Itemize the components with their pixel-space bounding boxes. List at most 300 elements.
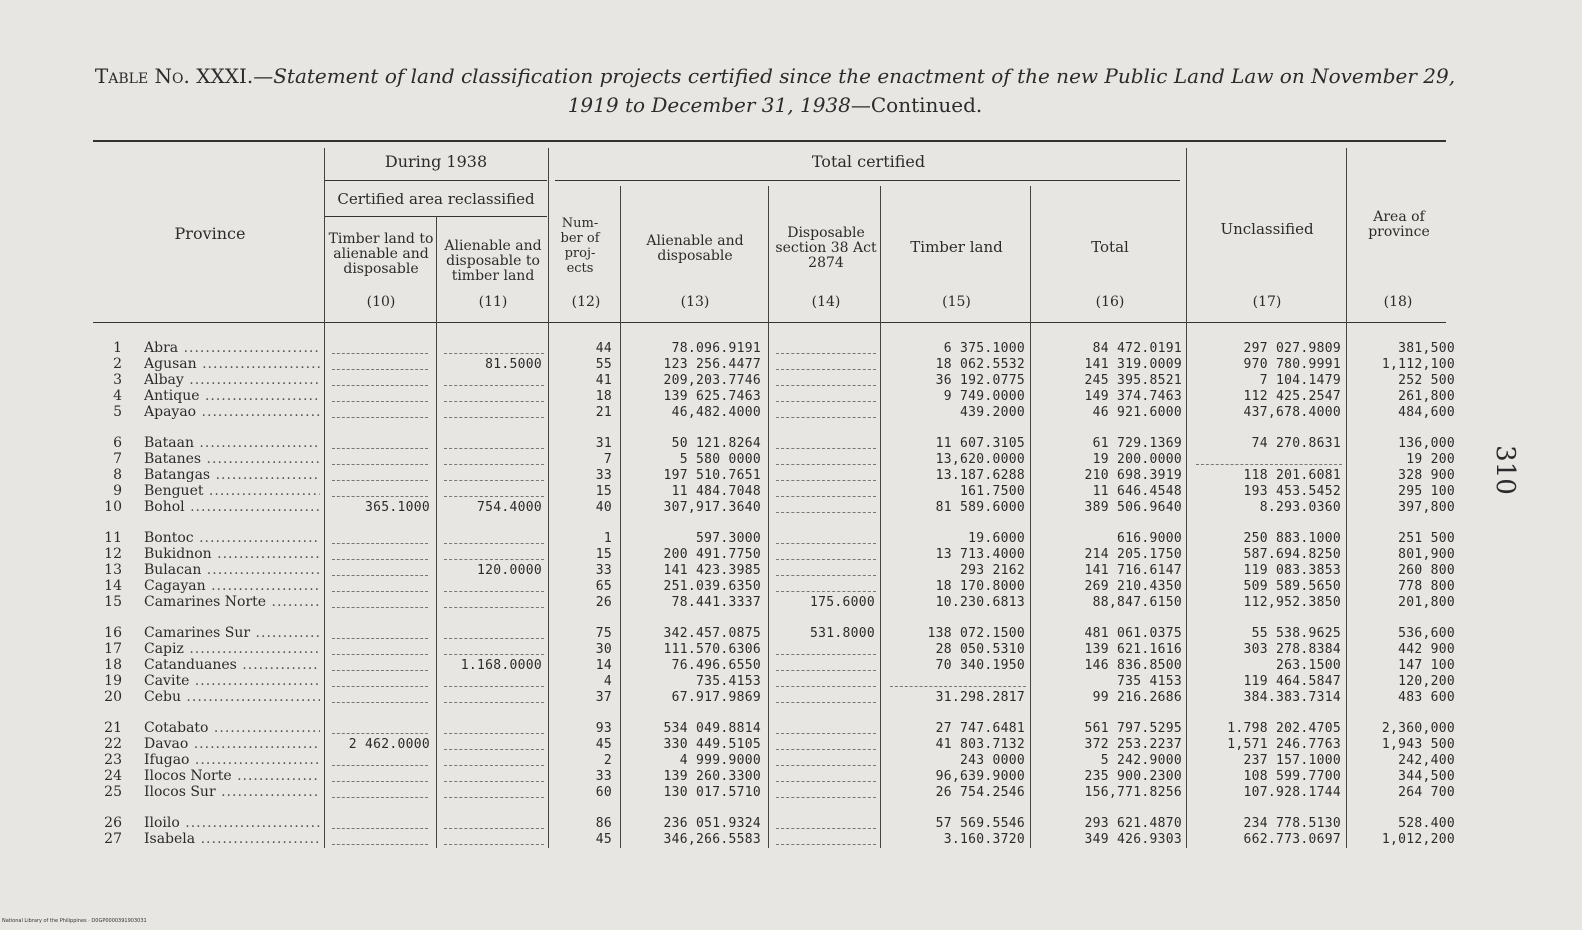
colno-17: (17) <box>1252 294 1282 310</box>
province-name: Bontoc ..... <box>144 531 320 547</box>
province-name: Bohol ..... <box>144 500 320 516</box>
empty-cell-leader <box>444 559 544 560</box>
cell-c16: 156,771.8256 <box>1084 785 1182 800</box>
empty-cell-leader <box>332 765 428 766</box>
table-row <box>0 626 1500 642</box>
empty-cell-leader <box>444 749 544 750</box>
cell-c18: 484,600 <box>1398 405 1455 420</box>
cell-c13: 236 051.9324 <box>663 816 761 831</box>
cell-c12: 44 <box>595 341 612 356</box>
cell-c12: 86 <box>595 816 612 831</box>
cell-c17: 1,571 246.7763 <box>1227 737 1341 752</box>
cell-c12: 7 <box>603 452 612 467</box>
empty-cell-leader <box>332 401 428 402</box>
cell-c13: 46,482.4000 <box>671 405 761 420</box>
cell-c15: 19.6000 <box>968 531 1025 546</box>
cell-c18: 536,600 <box>1398 626 1455 641</box>
empty-cell-leader <box>776 781 876 782</box>
cell-c15: 13 713.4000 <box>935 547 1025 562</box>
cell-c18: 1,012,200 <box>1381 832 1455 847</box>
row-number: 27 <box>104 831 122 847</box>
empty-cell-leader <box>776 686 876 687</box>
cell-c17: 970 780.9991 <box>1243 357 1341 372</box>
empty-cell-leader <box>332 844 428 845</box>
table-row <box>0 674 1500 690</box>
header-total-certified: Total certified <box>811 152 926 171</box>
cell-c18: 120,200 <box>1398 674 1455 689</box>
cell-c18: 201,800 <box>1398 595 1455 610</box>
cell-c16: 88,847.6150 <box>1092 595 1182 610</box>
province-name: Apayao ..... <box>144 405 320 421</box>
empty-cell-leader <box>776 670 876 671</box>
cell-c15: 11 607.3105 <box>935 436 1025 451</box>
colno-15: (15) <box>942 294 971 310</box>
header-province: Province <box>174 224 246 243</box>
empty-cell-leader <box>332 797 428 798</box>
province-name: Batanes ..... <box>144 452 320 468</box>
cell-c18: 261,800 <box>1398 389 1455 404</box>
cell-c18: 328 900 <box>1398 468 1455 483</box>
cell-c16: 372 253.2237 <box>1084 737 1182 752</box>
cell-c16: 349 426.9303 <box>1084 832 1182 847</box>
province-name: Cebu ..... <box>144 690 320 706</box>
empty-cell-leader <box>332 781 428 782</box>
empty-cell-leader <box>332 733 428 734</box>
cell-c15: 18 062.5532 <box>935 357 1025 372</box>
cell-c16: 46 921.6000 <box>1092 405 1182 420</box>
table-row <box>0 769 1500 785</box>
cell-c13: 346,266.5583 <box>663 832 761 847</box>
province-name: Capiz ..... <box>144 642 320 658</box>
row-number: 16 <box>104 625 122 641</box>
row-number: 22 <box>104 736 122 752</box>
province-name: Ifugao ..... <box>144 753 320 769</box>
row-number: 7 <box>113 451 122 467</box>
cell-c12: 65 <box>595 579 612 594</box>
table-row <box>0 563 1500 579</box>
empty-cell-leader <box>776 575 876 576</box>
cell-c17: 297 027.9809 <box>1243 341 1341 356</box>
empty-cell-leader <box>776 765 876 766</box>
cell-c11: 120.0000 <box>476 563 542 578</box>
cell-c17: 193 453.5452 <box>1243 484 1341 499</box>
cell-c15: 81 589.6000 <box>935 500 1025 515</box>
row-number: 17 <box>104 641 122 657</box>
province-name: Agusan ..... <box>144 357 320 373</box>
cell-c16: 481 061.0375 <box>1084 626 1182 641</box>
empty-cell-leader <box>444 543 544 544</box>
cell-c17: 118 201.6081 <box>1243 468 1341 483</box>
empty-cell-leader <box>332 353 428 354</box>
empty-cell-leader <box>444 781 544 782</box>
cell-c12: 37 <box>595 690 612 705</box>
empty-cell-leader <box>332 385 428 386</box>
header-bottom-rule <box>93 322 1446 323</box>
cell-c12: 15 <box>595 547 612 562</box>
cell-c15: 9 749.0000 <box>943 389 1025 404</box>
cell-c15: 41 803.7132 <box>935 737 1025 752</box>
table-row <box>0 500 1500 516</box>
cell-c17: 263.1500 <box>1275 658 1341 673</box>
cell-c17: 303 278.8384 <box>1243 642 1341 657</box>
cell-c13: 139 260.3300 <box>663 769 761 784</box>
empty-cell-leader <box>332 670 428 671</box>
cell-c12: 33 <box>595 468 612 483</box>
empty-cell-leader <box>332 591 428 592</box>
cell-c12: 41 <box>595 373 612 388</box>
table-row <box>0 468 1500 484</box>
row-number: 20 <box>104 689 122 705</box>
table-row <box>0 832 1500 848</box>
row-number: 2 <box>113 356 122 372</box>
cell-c11: 754.4000 <box>476 500 542 515</box>
province-name: Isabela ..... <box>144 832 320 848</box>
cell-c16: 11 646.4548 <box>1092 484 1182 499</box>
cell-c13: 735.4153 <box>695 674 761 689</box>
empty-cell-leader <box>444 385 544 386</box>
cell-c13: 50 121.8264 <box>671 436 761 451</box>
header-col11: Alienable and disposable to timber land <box>444 238 542 284</box>
table-title <box>90 62 1460 120</box>
cell-c12: 30 <box>595 642 612 657</box>
row-number: 4 <box>113 388 122 404</box>
header-certified-reclassified: Certified area reclassified <box>337 190 535 208</box>
province-name: Cagayan ..... <box>144 579 320 595</box>
province-name: Bataan ..... <box>144 436 320 452</box>
cell-c13: 139 625.7463 <box>663 389 761 404</box>
cell-c17: 107.928.1744 <box>1243 785 1341 800</box>
empty-cell-leader <box>444 638 544 639</box>
table-row <box>0 579 1500 595</box>
row-number: 14 <box>104 578 122 594</box>
table-row <box>0 642 1500 658</box>
cell-c17: 112 425.2547 <box>1243 389 1341 404</box>
cell-c12: 1 <box>603 531 612 546</box>
colno-13: (13) <box>680 294 710 310</box>
cell-c12: 55 <box>595 357 612 372</box>
empty-cell-leader <box>444 448 544 449</box>
cell-c13: 130 017.5710 <box>663 785 761 800</box>
table-row <box>0 341 1500 357</box>
cell-c18: 528.400 <box>1398 816 1455 831</box>
empty-cell-leader <box>776 702 876 703</box>
cell-c16: 139 621.1616 <box>1084 642 1182 657</box>
cell-c16: 293 621.4870 <box>1084 816 1182 831</box>
cell-c15: 243 0000 <box>959 753 1025 768</box>
cell-c15: 10.230.6813 <box>935 595 1025 610</box>
row-number: 8 <box>113 467 122 483</box>
cell-c13: 78.441.3337 <box>671 595 761 610</box>
empty-cell-leader <box>776 353 876 354</box>
cell-c13: 209,203.7746 <box>663 373 761 388</box>
cell-c11: 1.168.0000 <box>460 658 542 673</box>
province-name: Albay ..... <box>144 373 320 389</box>
province-name: Cavite ..... <box>144 674 320 690</box>
cell-c13: 342.457.0875 <box>663 626 761 641</box>
table-row <box>0 737 1500 753</box>
colno-16: (16) <box>1095 294 1125 310</box>
table-row <box>0 785 1500 801</box>
table-row <box>0 753 1500 769</box>
empty-cell-leader <box>444 417 544 418</box>
cell-c18: 381,500 <box>1398 341 1455 356</box>
colno-14: (14) <box>811 294 841 310</box>
cell-c16: 269 210.4350 <box>1084 579 1182 594</box>
province-name: Camarines Sur ..... <box>144 626 320 642</box>
cell-c17: 119 464.5847 <box>1243 674 1341 689</box>
cell-c15: 18 170.8000 <box>935 579 1025 594</box>
row-number: 1 <box>113 340 122 356</box>
header-during-1938: During 1938 <box>384 152 488 171</box>
cell-c10: 365.1000 <box>364 500 430 515</box>
cell-c18: 397,800 <box>1398 500 1455 515</box>
cell-c13: 141 423.3985 <box>663 563 761 578</box>
empty-cell-leader <box>776 654 876 655</box>
cell-c15: 26 754.2546 <box>935 785 1025 800</box>
row-number: 21 <box>104 720 122 736</box>
cell-c12: 26 <box>595 595 612 610</box>
empty-cell-leader <box>776 480 876 481</box>
cell-c16: 5 242.9000 <box>1100 753 1182 768</box>
cell-c17: 662.773.0697 <box>1243 832 1341 847</box>
province-name: Ilocos Norte ..... <box>144 769 320 785</box>
table-row <box>0 595 1500 611</box>
cell-c16: 149 374.7463 <box>1084 389 1182 404</box>
cell-c17: 237 157.1000 <box>1243 753 1341 768</box>
cell-c12: 15 <box>595 484 612 499</box>
cell-c16: 141 716.6147 <box>1084 563 1182 578</box>
row-number: 15 <box>104 594 122 610</box>
cell-c18: 1,943 500 <box>1381 737 1455 752</box>
cell-c18: 264 700 <box>1398 785 1455 800</box>
total-certified-rule <box>555 180 1180 181</box>
province-name: Bukidnon ..... <box>144 547 320 563</box>
cell-c18: 251 500 <box>1398 531 1455 546</box>
row-number: 3 <box>113 372 122 388</box>
cell-c15: 36 192.0775 <box>935 373 1025 388</box>
cell-c15: 96,639.9000 <box>935 769 1025 784</box>
cell-c16: 214 205.1750 <box>1084 547 1182 562</box>
cell-c17: 8.293.0360 <box>1259 500 1341 515</box>
row-number: 5 <box>113 404 122 420</box>
cell-c16: 61 729.1369 <box>1092 436 1182 451</box>
empty-cell-leader <box>776 733 876 734</box>
table-row <box>0 547 1500 563</box>
cell-c12: 33 <box>595 563 612 578</box>
cell-c10: 2 462.0000 <box>348 737 430 752</box>
cell-c12: 60 <box>595 785 612 800</box>
cell-c11: 81.5000 <box>485 357 542 372</box>
table-row <box>0 405 1500 421</box>
table-row <box>0 721 1500 737</box>
empty-cell-leader <box>332 638 428 639</box>
cell-c16: 210 698.3919 <box>1084 468 1182 483</box>
cell-c16: 99 216.2686 <box>1092 690 1182 705</box>
cell-c17: 7 104.1479 <box>1259 373 1341 388</box>
table-label: Table No. XXXI. <box>94 64 254 88</box>
province-name: Antique ..... <box>144 389 320 405</box>
cell-c12: 45 <box>595 737 612 752</box>
empty-cell-leader <box>444 607 544 608</box>
empty-cell-leader <box>444 464 544 465</box>
empty-cell-leader <box>444 591 544 592</box>
empty-cell-leader <box>444 844 544 845</box>
cell-c15: 439.2000 <box>959 405 1025 420</box>
empty-cell-leader <box>332 559 428 560</box>
empty-cell-leader <box>776 401 876 402</box>
cell-c17: 119 083.3853 <box>1243 563 1341 578</box>
row-number: 9 <box>113 483 122 499</box>
cell-c13: 78.096.9191 <box>671 341 761 356</box>
cell-c12: 21 <box>595 405 612 420</box>
cell-c17: 108 599.7700 <box>1243 769 1341 784</box>
row-number: 6 <box>113 435 122 451</box>
empty-cell-leader <box>776 543 876 544</box>
header-col16: Total <box>1091 238 1129 256</box>
empty-cell-leader <box>776 844 876 845</box>
empty-cell-leader <box>776 591 876 592</box>
cell-c15: 293 2162 <box>959 563 1025 578</box>
province-name: Batangas ..... <box>144 468 320 484</box>
during-rule <box>325 180 547 181</box>
cell-c15: 6 375.1000 <box>943 341 1025 356</box>
cell-c18: 136,000 <box>1398 436 1455 451</box>
cell-c15: 28 050.5310 <box>935 642 1025 657</box>
cell-c16: 389 506.9640 <box>1084 500 1182 515</box>
cell-c16: 245 395.8521 <box>1084 373 1182 388</box>
cell-c16: 146 836.8500 <box>1084 658 1182 673</box>
cell-c15: 31.298.2817 <box>935 690 1025 705</box>
cell-c13: 111.570.6306 <box>663 642 761 657</box>
cell-c16: 19 200.0000 <box>1092 452 1182 467</box>
cell-c14: 175.6000 <box>809 595 875 610</box>
cell-c12: 4 <box>603 674 612 689</box>
table-row <box>0 690 1500 706</box>
cell-c18: 344,500 <box>1398 769 1455 784</box>
cell-c17: 587.694.8250 <box>1243 547 1341 562</box>
cell-c17: 250 883.1000 <box>1243 531 1341 546</box>
cell-c18: 801,900 <box>1398 547 1455 562</box>
empty-cell-leader <box>332 607 428 608</box>
cell-c16: 616.9000 <box>1116 531 1182 546</box>
empty-cell-leader <box>1196 464 1342 465</box>
row-number: 25 <box>104 784 122 800</box>
cell-c13: 307,917.3640 <box>663 500 761 515</box>
cell-c13: 534 049.8814 <box>663 721 761 736</box>
cell-c15: 3.160.3720 <box>943 832 1025 847</box>
header-col18: Area of province <box>1368 209 1430 240</box>
cell-c18: 242,400 <box>1398 753 1455 768</box>
empty-cell-leader <box>444 702 544 703</box>
colno-11: (11) <box>478 294 508 310</box>
cell-c18: 1,112,100 <box>1381 357 1455 372</box>
cell-c15: 13,620.0000 <box>935 452 1025 467</box>
header-col15: Timber land <box>910 238 1003 256</box>
empty-cell-leader <box>776 385 876 386</box>
row-number: 10 <box>104 499 122 515</box>
row-number: 12 <box>104 546 122 562</box>
table-row <box>0 373 1500 389</box>
table-row <box>0 531 1500 547</box>
province-name: Catanduanes ..... <box>144 658 320 674</box>
cell-c12: 18 <box>595 389 612 404</box>
province-name: Abra ..... <box>144 341 320 357</box>
empty-cell-leader <box>444 686 544 687</box>
cell-c15: 161.7500 <box>959 484 1025 499</box>
cell-c15: 57 569.5546 <box>935 816 1025 831</box>
table-row <box>0 436 1500 452</box>
cell-c16: 84 472.0191 <box>1092 341 1182 356</box>
empty-cell-leader <box>444 480 544 481</box>
empty-cell-leader <box>332 496 428 497</box>
cell-c17: 112,952.3850 <box>1243 595 1341 610</box>
cell-c12: 75 <box>595 626 612 641</box>
cell-c18: 147 100 <box>1398 658 1455 673</box>
cell-c16: 735 4153 <box>1116 674 1182 689</box>
cell-c18: 778 800 <box>1398 579 1455 594</box>
empty-cell-leader <box>776 417 876 418</box>
colno-18: (18) <box>1383 294 1413 310</box>
table-row <box>0 484 1500 500</box>
empty-cell-leader <box>332 543 428 544</box>
cell-c18: 442 900 <box>1398 642 1455 657</box>
cell-c15: 138 072.1500 <box>927 626 1025 641</box>
cell-c14: 531.8000 <box>809 626 875 641</box>
empty-cell-leader <box>776 559 876 560</box>
cell-c18: 483 600 <box>1398 690 1455 705</box>
cell-c18: 260 800 <box>1398 563 1455 578</box>
cell-c13: 251.039.6350 <box>663 579 761 594</box>
header-col10: Timber land to alienable and disposable <box>328 231 434 277</box>
empty-cell-leader <box>444 654 544 655</box>
empty-cell-leader <box>890 686 1026 687</box>
header-col12: Num-ber of proj-ects <box>560 216 600 276</box>
colno-10: (10) <box>366 294 396 310</box>
table-row <box>0 389 1500 405</box>
table-row <box>0 452 1500 468</box>
empty-cell-leader <box>332 575 428 576</box>
cell-c17: 384.383.7314 <box>1243 690 1341 705</box>
cell-c13: 330 449.5105 <box>663 737 761 752</box>
province-name: Davao ..... <box>144 737 320 753</box>
cell-c12: 2 <box>603 753 612 768</box>
province-name: Benguet ..... <box>144 484 320 500</box>
empty-cell-leader <box>444 828 544 829</box>
empty-cell-leader <box>332 828 428 829</box>
cell-c15: 70 340.1950 <box>935 658 1025 673</box>
empty-cell-leader <box>332 686 428 687</box>
cell-c13: 4 999.9000 <box>679 753 761 768</box>
cell-c13: 197 510.7651 <box>663 468 761 483</box>
cell-c16: 561 797.5295 <box>1084 721 1182 736</box>
header-col13: Alienable and disposable <box>646 233 744 264</box>
empty-cell-leader <box>444 797 544 798</box>
cell-c17: 509 589.5650 <box>1243 579 1341 594</box>
empty-cell-leader <box>776 464 876 465</box>
cell-c12: 31 <box>595 436 612 451</box>
cell-c12: 40 <box>595 500 612 515</box>
cell-c15: 13.187.6288 <box>935 468 1025 483</box>
cell-c18: 252 500 <box>1398 373 1455 388</box>
table-description: —Statement of land classification projects certified since the enactment of the new Public Land Law on November 29, 1919 to December 31, 1938 <box>253 64 1456 117</box>
cell-c15: 27 747.6481 <box>935 721 1025 736</box>
cell-c12: 45 <box>595 832 612 847</box>
row-number: 18 <box>104 657 122 673</box>
row-number: 19 <box>104 673 122 689</box>
cell-c12: 14 <box>595 658 612 673</box>
cell-c13: 123 256.4477 <box>663 357 761 372</box>
row-number: 11 <box>104 530 122 546</box>
